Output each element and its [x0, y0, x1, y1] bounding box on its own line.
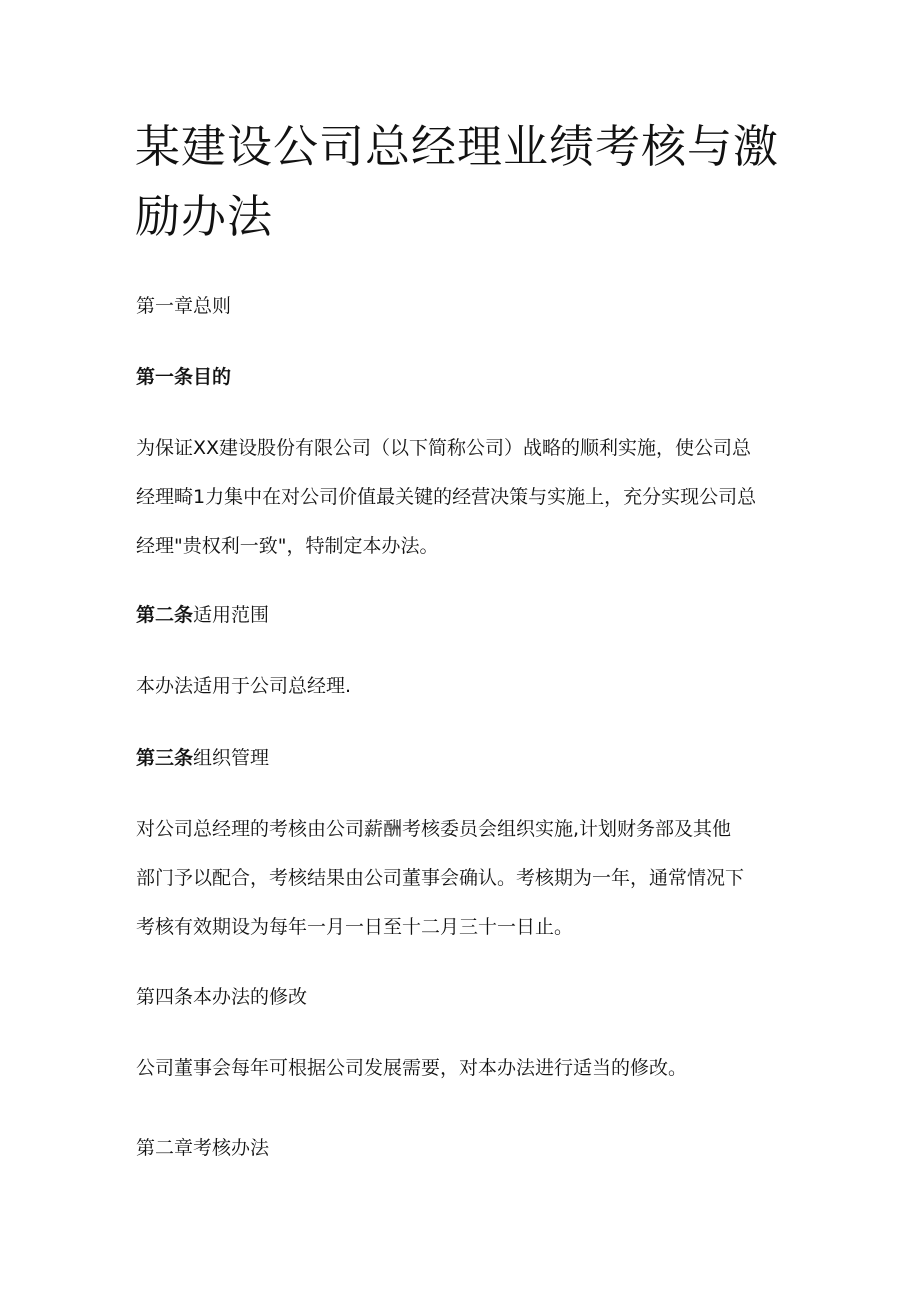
- article-three-line-2: 部门予以配合，考核结果由公司董事会确认。考核期为一年，通常情况下: [136, 867, 745, 889]
- article-four-heading: 第四条本办法的修改: [136, 986, 308, 1008]
- article-three-heading: [136, 743, 269, 773]
- article-three-label: 第三条: [136, 747, 194, 769]
- article-one-heading: 第一条目的: [136, 366, 232, 388]
- article-four-text: 公司董事会每年可根据公司发展需要，对本办法进行适当的修改。: [136, 1057, 688, 1079]
- article-three-line-1: 对公司总经理的考核由公司薪酬考核委员会组织实施,计划财务部及其他: [136, 818, 732, 840]
- article-one-line-1: 为保证XX建设股份有限公司（以下简称公司）战略的顺利实施，使公司总: [136, 437, 752, 459]
- chapter-two-heading: 第二章考核办法: [136, 1137, 270, 1159]
- article-two-title: 适用范围: [193, 604, 270, 626]
- article-two-label: 第二条: [136, 604, 194, 626]
- article-three-title: 组织管理: [193, 747, 270, 769]
- document-title: 某建设公司总经理业绩考核与激励办法: [135, 120, 780, 243]
- article-two-text: 本办法适用于公司总经理.: [136, 675, 352, 697]
- article-two-heading: [136, 600, 269, 630]
- chapter-one-heading: 第一章总则: [136, 295, 232, 317]
- article-one-line-2: 经理畸1力集中在对公司价值最关键的经营决策与实施上，充分实现公司总: [136, 486, 757, 508]
- article-one-line-3: 经理"贵权利一致"，特制定本办法。: [136, 535, 439, 557]
- article-three-line-3: 考核有效期设为每年一月一日至十二月三十一日止。: [136, 916, 574, 938]
